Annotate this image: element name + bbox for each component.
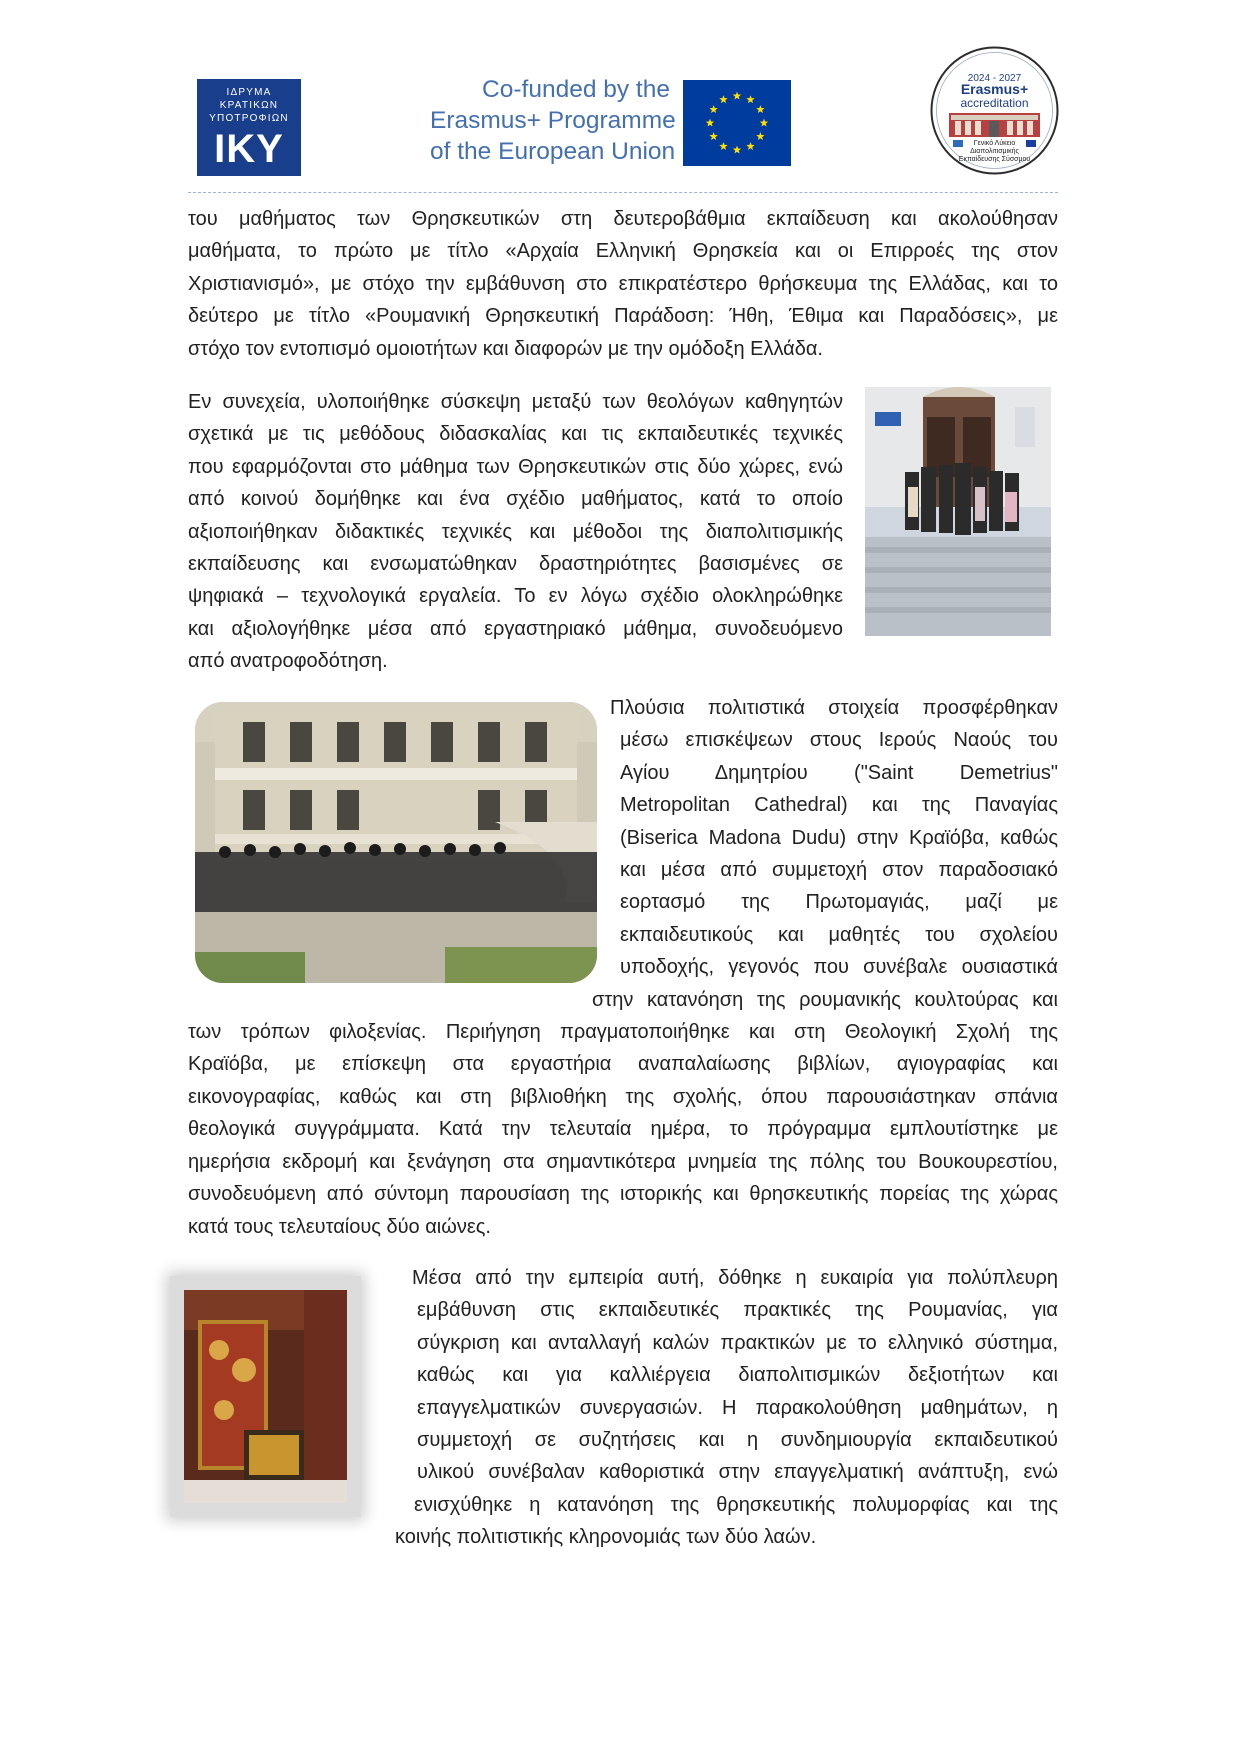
eu-star xyxy=(709,132,717,140)
text-line: εικονογραφίας, καθώς και στη βιβλιοθήκη της σχολής, όπου παρουσιάστηκαν σπάνια xyxy=(188,1085,1058,1108)
eu-star xyxy=(760,119,768,127)
paragraph-4 xyxy=(395,1262,1058,1554)
accreditation-years: 2024 - 2027 xyxy=(967,73,1022,84)
eu-star xyxy=(746,95,754,103)
text-line: ενισχύθηκε η κατανόηση της θρησκευτικής πολυμορφίας και της xyxy=(414,1493,1058,1516)
eu-star xyxy=(756,132,764,140)
accreditation-subtitle: accreditation xyxy=(960,96,1029,110)
iky-logo xyxy=(197,79,301,176)
header-divider xyxy=(188,192,1058,193)
iky-logo-line: ΥΠΟΤΡΟΦΙΩΝ xyxy=(209,113,289,124)
eu-star xyxy=(733,146,741,154)
cofunded-text xyxy=(430,74,676,167)
text-line: υλικού συνέβαλαν καθοριστικά στην επαγγελματική ανάπτυξη, ενώ xyxy=(417,1461,1058,1484)
text-line: υποδοχής, γεγονός που συνέβαλε ουσιαστικά xyxy=(620,956,1058,979)
text-line: μαθήματα, το πρώτο με τίτλο «Αρχαία Ελληνική Θρησκεία και οι Επιρροές της στον xyxy=(188,240,1058,263)
text-line: κοινής πολιτιστικής κληρονομιάς των δύο λαών. xyxy=(395,1526,817,1549)
text-line: από ανατροφοδότηση. xyxy=(188,650,388,673)
text-line: στην κατανόηση της ρουμανικής κουλτούρας και xyxy=(592,988,1058,1011)
accreditation-school-line: Διαπολιτισμικής xyxy=(970,148,1019,155)
icon-photo-church-interior xyxy=(184,1290,347,1503)
eu-star xyxy=(719,142,727,150)
text-line: Μέσα από την εμπειρία αυτή, δόθηκε η ευκαιρία για πολύπλευρη xyxy=(412,1267,1058,1289)
accreditation-school-line: Εκπαίδευσης Σύσσμου xyxy=(958,156,1031,163)
text-line: από κοινού δομήθηκε και ένα σχέδιο μαθήματος, κατά το οποίο xyxy=(188,488,843,511)
text-line: επαγγελματικών συνεργασιών. Η παρακολούθηση μαθημάτων, η xyxy=(417,1396,1058,1419)
text-line: Κραϊόβα, με επίσκεψη στα εργαστήρια αναπαλαίωσης βιβλίων, αγιογραφίας και xyxy=(188,1053,1058,1076)
text-line: Εν συνεχεία, υλοποιήθηκε σύσκεψη μεταξύ των θεολόγων καθηγητών xyxy=(188,391,843,413)
group-photo-building-entrance xyxy=(865,387,1051,636)
eu-star xyxy=(719,95,727,103)
eu-flag-icon xyxy=(683,80,791,166)
iky-logo-acronym: IKY xyxy=(214,127,284,171)
text-line: αξιοποιήθηκαν διδακτικές τεχνικές και μέθοδοι της διαπολιτισμικής xyxy=(188,520,843,543)
paragraph-2 xyxy=(188,386,843,678)
cofunded-line: Co-funded by the xyxy=(482,76,670,103)
eu-star xyxy=(706,119,714,127)
eu-star xyxy=(756,105,764,113)
text-line: εκπαίδευσης και ενσωματώθηκαν δραστηριότητες βασισμένες σε xyxy=(188,553,843,576)
text-line: των τρόπων φιλοξενίας. Περιήγηση πραγματοποιήθηκε και στη Θεολογική Σχολή της xyxy=(188,1021,1058,1044)
paragraph-3 xyxy=(188,692,1058,1243)
text-line: Πλούσια πολιτιστικά στοιχεία προσφέρθηκαν xyxy=(610,697,1058,719)
eu-star xyxy=(733,92,741,100)
text-line: δεύτερο με τίτλο «Ρουμανική Θρησκευτική Παράδοση: Ήθη, Έθιμα και Παραδόσεις», με xyxy=(188,305,1058,328)
text-line: εκπαιδευτικούς και μαθητές του σχολείου xyxy=(620,923,1058,946)
text-line: και αξιολογήθηκε μέσα από εργαστηριακό μάθημα, συνοδευόμενο xyxy=(188,617,843,640)
text-line: ψηφιακά – τεχνολογικά εργαλεία. Το εν λόγω σχέδιο ολοκληρώθηκε xyxy=(188,585,843,608)
text-line: Χριστιανισμό», με στόχο την εμβάθυνση στο επικρατέστερο θρήσκευμα της Ελλάδας, και το xyxy=(188,272,1058,295)
eu-star xyxy=(746,142,754,150)
cofunded-line: Erasmus+ Programme xyxy=(430,107,676,134)
text-line: του μαθήματος των Θρησκευτικών στη δευτεροβάθμια εκπαίδευση και ακολούθησαν xyxy=(188,208,1058,230)
text-line: μέσω επισκέψεων στους Ιερούς Ναούς του xyxy=(620,729,1058,752)
paragraph-1 xyxy=(188,203,1058,365)
erasmus-accreditation-badge xyxy=(929,45,1060,176)
text-line: εμβάθυνση στις εκπαιδευτικές πρακτικές της Ρουμανίας, για xyxy=(417,1299,1058,1322)
text-line: εορτασμό της Πρωτομαγιάς, μαζί με xyxy=(620,891,1058,914)
text-line: σύγκριση και ανταλλαγή καλών πρακτικών με το ελληνικό σύστημα, xyxy=(417,1331,1058,1354)
text-line: και μέσα από συμμετοχή στον παραδοσιακό xyxy=(620,859,1058,882)
text-line: Metropolitan Cathedral) και της Παναγίας xyxy=(620,794,1058,817)
text-line: κατά τους τελευταίους δύο αιώνες. xyxy=(188,1215,491,1238)
iky-logo-line: ΙΔΡΥΜΑ xyxy=(226,87,272,98)
accreditation-school-line: Γενικό Λύκειο xyxy=(973,140,1016,147)
text-line: θεολογικά συγγράμματα. Κατά την τελευταία ημέρα, το πρόγραμμα εμπλουτίστηκε με xyxy=(188,1118,1058,1141)
text-line: Αγίου Δημητρίου ("Saint Demetrius" xyxy=(620,761,1058,784)
text-line: (Biserica Madona Dudu) στην Κραϊόβα, καθώς xyxy=(620,826,1058,849)
text-line: που εφαρμόζονται στο μάθημα των Θρησκευτικών στις δύο χώρες, ενώ xyxy=(188,455,843,478)
eu-star xyxy=(709,105,717,113)
text-line: σχετικά με τις μεθόδους διδασκαλίας και τις εκπαιδευτικές τεχνικές xyxy=(188,423,843,446)
text-line: συμμετοχή σε συζητήσεις και η συνδημιουργία εκπαιδευτικού xyxy=(417,1429,1058,1452)
text-line: καθώς και για καλλιέργεια διαπολιτισμικών δεξιοτήτων και xyxy=(417,1364,1058,1387)
text-line: συνοδευόμενη από σύντομη παρουσίαση της ιστορικής και θρησκευτικής πορείας της χώρας xyxy=(188,1183,1058,1206)
iky-logo-line: ΚΡΑΤΙΚΩΝ xyxy=(219,100,279,111)
cofunded-line: of the European Union xyxy=(430,138,676,165)
text-line: ημερήσια εκδρομή και ξενάγηση στα σημαντικότερα μνημεία της πόλης του Βουκουρεστίου, xyxy=(188,1150,1058,1173)
text-line: στόχο τον εντοπισμό ομοιοτήτων και διαφορών με την ομόδοξη Ελλάδα. xyxy=(188,337,823,360)
accreditation-title: Erasmus+ xyxy=(960,81,1029,97)
